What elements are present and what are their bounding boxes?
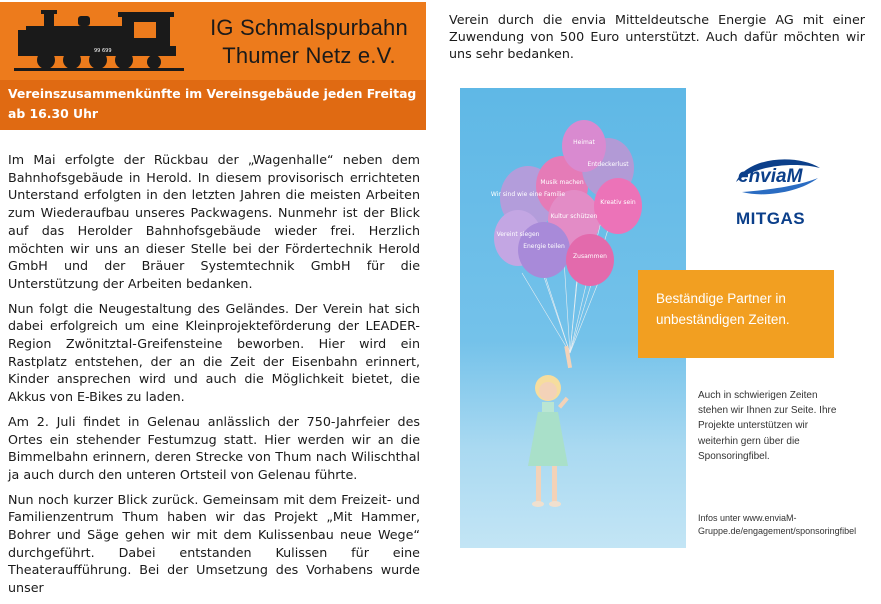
article-paragraph: Am 2. Juli findet in Gelenau anlässlich der 750-Jahrfeier des Ortes ein stehender Festumzug statt. Hier werden wir an die Bimmelbahn erinnern, deren Strecke von Thum nach Wilischthal ja auch durch den unteren Ortsteil von Gelenau führte. <box>8 413 420 482</box>
envia-logo: enviaM <box>738 166 803 187</box>
club-header <box>0 2 426 80</box>
balloon-label: Kultur schützen <box>550 213 598 220</box>
article-paragraph: Nun folgt die Neugestaltung des Geländes. Der Verein hat sich dabei erfolgreich um eine Kleinprojekteförderung der LEADER-Region Zwönitztal-Greifensteine beworben. Hier wird ein Rastplatz entstehen, der an die Zeit der Eisenbahn erinnert, Kinder ansprechen wird und auch die Möglichkeit bietet, die Akkus von E-Bikes zu laden. <box>8 300 420 405</box>
balloon <box>566 234 614 286</box>
article-right-column: Verein durch die envia Mitteldeutsche Energie AG mit einer Zuwendung von 500 Euro unterstützt. Auch dafür möchten wir uns sehr bedanken. <box>449 12 865 62</box>
locomotive-number: 99 699 <box>94 48 112 54</box>
ad-body-text: Auch in schwierigen Zeiten stehen wir Ihnen zur Seite. Ihre Projekte unterstützen wir weiterhin gern über die Sponsoringfibel. <box>698 390 837 462</box>
balloon-label: Wir sind wie eine Familie <box>490 191 566 198</box>
girl-figure <box>528 346 572 507</box>
article-left-column <box>8 151 420 604</box>
balloon-label: Vereint siegen <box>496 231 540 238</box>
mitgas-logo: MITGAS <box>736 209 806 228</box>
balloon-label: Kreativ sein <box>600 199 636 206</box>
balloon-label: Entdeckerlust <box>587 161 629 168</box>
balloon-label: Zusammen <box>573 253 607 260</box>
balloon-label: Heimat <box>573 139 595 146</box>
balloon-label: Energie teilen <box>523 243 565 250</box>
slogan-box: Beständige Partner in unbeständigen Zeiten. <box>638 270 834 358</box>
article-paragraph: Im Mai erfolgte der Rückbau der „Wagenhalle“ neben dem Bahnhofsgebäude in Herold. In diesem provisorisch errichteten Unterstand erfolgten in den letzten Jahren die meisten Arbeiten zum Wiederaufbau unseres Packwagens. Nunmehr ist der Blick auf das Herolder Bahnhofsgebäude wieder frei. Herzlich möchten wir uns an dieser Stelle bei der Fördertechnik Herold GmbH und der Bräuer Systemtechnik GmbH für die Unterstützung der Arbeiten bedanken. <box>8 152 420 291</box>
meeting-note: Vereinszusammenkünfte im Vereinsgebäude jeden Freitag ab 16.30 Uhr <box>0 80 426 130</box>
article-paragraph: Nun noch kurzer Blick zurück. Gemeinsam mit dem Freizeit- und Familienzentrum Thum haben wir das Projekt „Mit Hammer, Bohrer und Säge gehen wir mit dem Kulissenbau neue Wege“ durchgeführt. Dabei entstanden Kulissen für eine Theateraufführung. Bei der Umsetzung des Vorhabens wurde unser <box>8 491 420 596</box>
club-name-line2: Thumer Netz e.V. <box>222 43 396 68</box>
club-name <box>196 14 422 70</box>
steam-locomotive-icon <box>14 8 184 72</box>
balloon <box>594 178 642 234</box>
envia-advertisement <box>460 88 858 548</box>
ad-info-link: Infos unter www.enviaM-Gruppe.de/engagement/sponsoringfibel <box>698 513 857 536</box>
club-name-line1: IG Schmalspurbahn <box>210 15 408 40</box>
balloon-label: Musik machen <box>540 179 584 186</box>
